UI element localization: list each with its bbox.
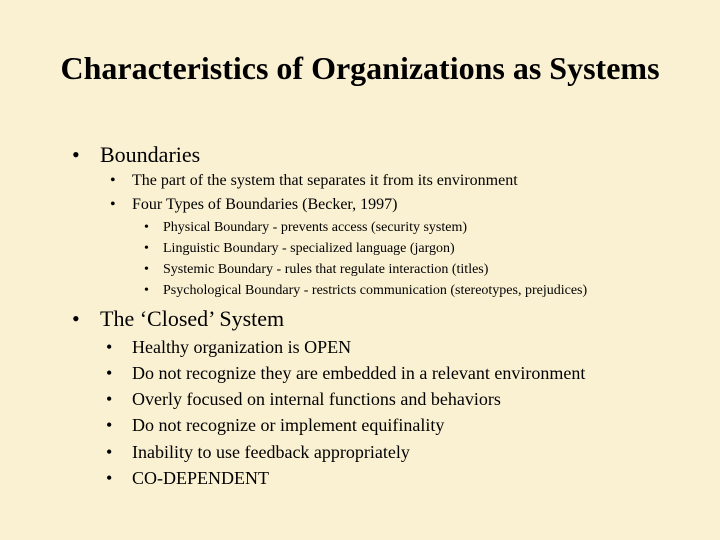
list-item-text: Healthy organization is OPEN (132, 337, 352, 357)
list-item-text: Four Types of Boundaries (Becker, 1997) (132, 196, 398, 213)
bullet: • (144, 283, 149, 298)
sub-list-item-text: Physical Boundary - prevents access (security system) (163, 220, 468, 235)
bullet: • (106, 389, 113, 409)
bullet: • (106, 468, 113, 488)
section-heading: The ‘Closed’ System (100, 306, 285, 331)
bullet: • (110, 196, 116, 213)
sub-list-item-text: Psychological Boundary - restricts communication (stereotypes, prejudices) (163, 283, 588, 298)
bullet: • (144, 262, 149, 277)
bullet: • (110, 172, 116, 189)
bullet: • (106, 442, 113, 462)
bullet: • (144, 220, 149, 235)
section-heading: Boundaries (100, 142, 201, 167)
bullet: • (106, 415, 113, 435)
bullet: • (72, 142, 80, 167)
list-item-text: CO-DEPENDENT (132, 468, 269, 488)
list-item-text: Do not recognize they are embedded in a relevant environment (132, 363, 586, 383)
list-item-text: Do not recognize or implement equifinality (132, 415, 445, 435)
slide-title: Characteristics of Organizations as Systems (60, 50, 660, 86)
bullet: • (72, 306, 80, 331)
list-item-text: The part of the system that separates it from its environment (132, 172, 518, 189)
bullet: • (106, 363, 113, 383)
list-item-text: Inability to use feedback appropriately (132, 442, 410, 462)
list-item-text: Overly focused on internal functions and behaviors (132, 389, 501, 409)
sub-list-item-text: Linguistic Boundary - specialized language (jargon) (163, 241, 455, 256)
bullet: • (106, 337, 113, 357)
sub-list-item-text: Systemic Boundary - rules that regulate interaction (titles) (163, 262, 489, 277)
bullet: • (144, 241, 149, 256)
